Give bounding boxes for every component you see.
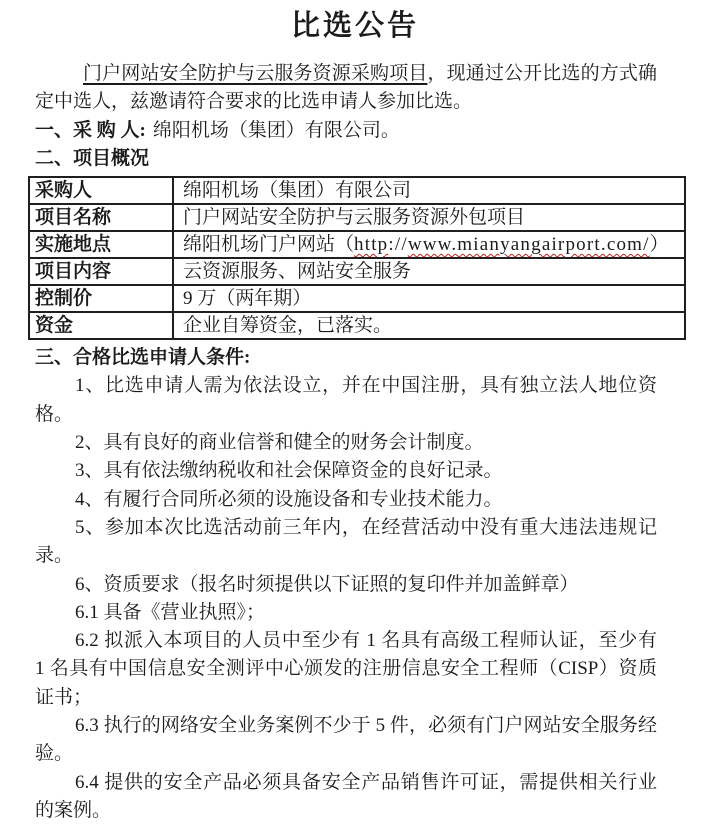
intro-line-1 [35, 60, 657, 88]
row-value: 企业自筹资金，已落实。 [173, 312, 685, 339]
row-label: 资金 [29, 312, 173, 339]
row-value: 门户网站安全防护与云服务资源外包项目 [173, 204, 685, 231]
heading-project-overview: 二、项目概况 [35, 147, 150, 169]
url-segment: mianyangairport.com/ [457, 234, 650, 256]
intro-line-2: 定中选人，兹邀请符合要求的比选申请人参加比选。 [35, 91, 473, 113]
project-overview-table [28, 176, 686, 340]
purchaser-value: 绵阳机场（集团）有限公司。 [152, 119, 400, 141]
site-suffix: ） [649, 234, 669, 256]
heading-purchaser [35, 117, 657, 145]
condition-line: 4、有履行合同所必须的设施设备和专业技术能力。 [75, 488, 503, 510]
condition-line: 6、资质要求（报名时须提供以下证照的复印件并加盖鲜章） [75, 573, 579, 595]
row-value: 9 万（两年期） [173, 285, 685, 312]
row-label: 采购人 [29, 177, 173, 204]
condition-line: 1 名具有中国信息安全测评中心颁发的注册信息安全工程师（CISP）资质 [35, 658, 657, 680]
condition-line: 验。 [35, 743, 74, 765]
condition-line: 2、具有良好的商业信誉和健全的财务会计制度。 [75, 432, 484, 454]
intro-line-1-rest: ，现通过公开比选的方式确 [427, 63, 657, 84]
condition-line: 录。 [35, 545, 74, 567]
condition-line: 1、比选申请人需为依法设立，并在中国注册，具有独立法人地位资 [75, 375, 657, 397]
project-name-underlined: 门户网站安全防护与云服务资源采购项目 [83, 63, 428, 84]
page-title: 比选公告 [290, 10, 419, 42]
row-label: 控制价 [29, 285, 173, 312]
url-segment: :// [388, 234, 408, 256]
condition-line: 6.1 具备《营业执照》； [75, 601, 266, 623]
intro-paragraph [35, 60, 657, 117]
condition-line: 5、参加本次比选活动前三年内，在经营活动中没有重大违法违规记 [75, 516, 657, 538]
heading-applicant-conditions: 三、合格比选申请人条件: [35, 347, 251, 369]
table-row [29, 285, 685, 312]
table-row [29, 204, 685, 231]
condition-line: 6.4 提供的安全产品必须具备安全产品销售许可证，需提供相关行业 [75, 771, 657, 793]
table-row [29, 231, 685, 258]
conditions-list [35, 372, 657, 825]
site-prefix: 绵阳机场门户网站（ [183, 234, 355, 256]
condition-line: 3、具有依法缴纳税收和社会保障资金的良好记录。 [75, 460, 503, 482]
site-url [354, 234, 650, 255]
condition-line: 的案例。 [35, 799, 112, 821]
condition-line: 格。 [35, 403, 74, 425]
url-segment: http [354, 234, 389, 256]
condition-line: 6.2 拟派入本项目的人员中至少有 1 名具有高级工程师认证，至少有 [75, 630, 657, 652]
table-row [29, 177, 685, 204]
row-label: 项目名称 [29, 204, 173, 231]
row-label: 实施地点 [29, 231, 173, 258]
condition-line: 6.3 执行的网络安全业务案例不少于 5 件，必须有门户网站安全服务经 [75, 715, 657, 737]
table-row [29, 258, 685, 285]
row-value: 云资源服务、网站安全服务 [173, 258, 685, 285]
row-label: 项目内容 [29, 258, 173, 285]
row-value: 绵阳机场（集团）有限公司 [173, 177, 685, 204]
table-row [29, 312, 685, 339]
url-segment: www. [407, 234, 458, 256]
condition-line: 证书； [35, 686, 93, 708]
row-value [173, 231, 685, 258]
purchaser-label: 一、采 购 人: [35, 119, 146, 141]
